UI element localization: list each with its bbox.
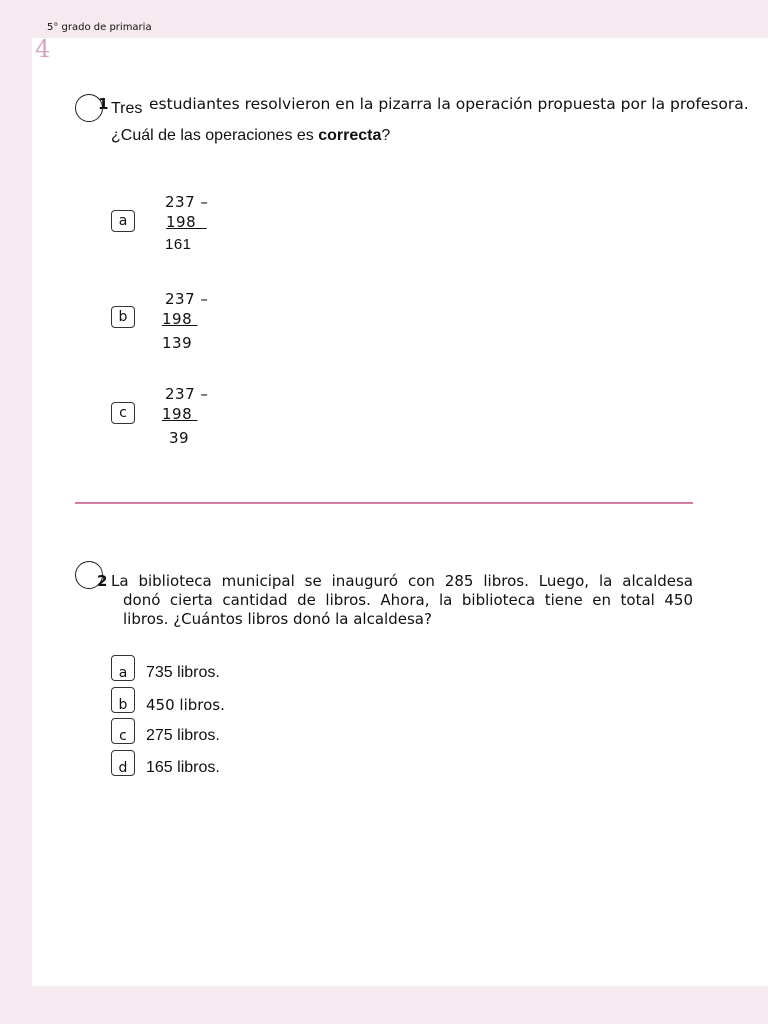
- q2-option-d-text: 165 libros.: [146, 759, 220, 776]
- question-1-subtext: [111, 126, 390, 145]
- q1-option-c-subtrahend-value: 198: [162, 405, 198, 423]
- q1-option-b-minuend: 237 –: [165, 290, 209, 308]
- q1-option-c-subtrahend: [158, 405, 197, 423]
- q1-option-c-result: 39: [169, 429, 190, 447]
- question-2-line-1: La biblioteca municipal se inauguró con 285 libros. Luego, la alcaldesa: [111, 572, 693, 590]
- q2-option-b-text: 450 libros.: [146, 696, 225, 714]
- q1-option-b-result: 139: [162, 334, 193, 352]
- question-1-number: 1: [98, 95, 109, 113]
- q1-option-b-subtrahend-value: 198: [162, 310, 198, 328]
- section-divider: [75, 502, 693, 504]
- question-2-line-2: donó cierta cantidad de libros. Ahora, la biblioteca tiene en total 450: [123, 591, 693, 609]
- q2-option-a-box[interactable]: a: [111, 655, 135, 681]
- q1-option-a-minuend: 237 –: [165, 193, 209, 211]
- q2-option-d-box[interactable]: d: [111, 750, 135, 776]
- q2-option-c-box[interactable]: c: [111, 718, 135, 744]
- q1-option-a-subtrahend: [162, 213, 207, 231]
- q1-option-a-box[interactable]: a: [111, 210, 135, 232]
- q2-option-a-text: 735 libros.: [146, 664, 220, 681]
- q1-option-b-subtrahend: [158, 310, 197, 328]
- q1-option-c-minuend: 237 –: [165, 385, 209, 403]
- page-sheet: [32, 35, 768, 986]
- page-number: 4: [35, 35, 51, 63]
- question-1-subtext-start: ¿Cuál de las operaciones es: [111, 127, 319, 144]
- question-2-line-3: libros. ¿Cuántos libros donó la alcaldesa?: [123, 610, 432, 628]
- q2-option-c-text: 275 libros.: [146, 727, 220, 744]
- q1-option-c-box[interactable]: c: [111, 402, 135, 424]
- question-1-first-word: Tres: [111, 100, 143, 117]
- question-1-subtext-end: ?: [381, 127, 391, 144]
- q1-option-a-subtrahend-value: 198: [166, 213, 202, 231]
- q1-option-a-result: 161: [165, 236, 192, 253]
- question-1-text: estudiantes resolvieron en la pizarra la operación propuesta por la profesora.: [149, 95, 749, 113]
- question-2-number: 2: [97, 572, 108, 590]
- grade-header: 5° grado de primaria: [47, 22, 152, 33]
- question-1-subtext-emphasis: correcta: [318, 127, 382, 144]
- q2-option-b-box[interactable]: b: [111, 687, 135, 713]
- q1-option-b-box[interactable]: b: [111, 306, 135, 328]
